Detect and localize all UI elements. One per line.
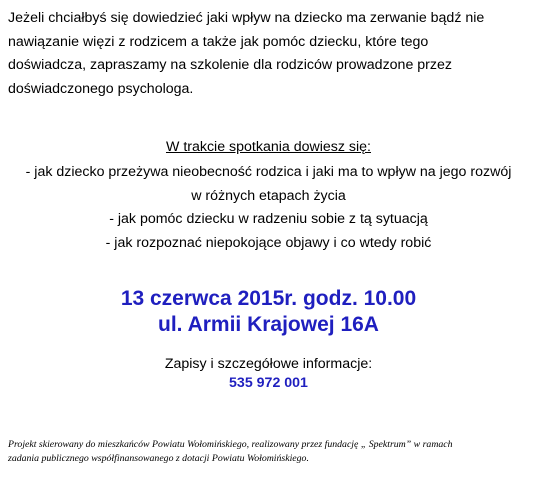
- topic-item: - jak rozpoznać niepokojące objawy i co wtedy robić: [105, 234, 432, 251]
- event-date-time: 13 czerwca 2015r. godz. 10.00: [120, 287, 417, 310]
- contact-block: [0, 355, 537, 393]
- intro-line: nawiązanie więzi z rodzicem a także jak pomóc dziecku, które tego: [8, 33, 429, 50]
- intro-paragraph: [8, 7, 530, 101]
- meeting-heading: W trakcie spotkania dowiesz się:: [165, 139, 371, 155]
- footer-note: [8, 438, 532, 465]
- topic-item: - jak pomóc dziecku w radzeniu sobie z tą sytuacją: [109, 211, 428, 227]
- event-details: [0, 286, 537, 338]
- footer-line: zadania publicznego współfinansowanego z dotacji Powiatu Wołomińskiego.: [8, 452, 309, 464]
- contact-label: Zapisy i szczegółowe informacje:: [164, 356, 373, 372]
- intro-line: doświadcza, zapraszamy na szkolenie dla rodziców prowadzone przez: [8, 57, 452, 73]
- topic-item: w różnych etapach życia: [191, 187, 346, 204]
- contact-phone: 535 972 001: [229, 375, 308, 391]
- intro-line: doświadczonego psychologa.: [8, 80, 194, 97]
- meeting-topics-list: [0, 161, 537, 255]
- event-address: ul. Armii Krajowej 16A: [158, 313, 379, 336]
- intro-line: Jeżeli chciałbyś się dowiedzieć jaki wpływ na dziecko ma zerwanie bądź nie: [8, 10, 485, 26]
- topic-item: - jak dziecko przeżywa nieobecność rodzica i jaki ma to wpływ na jego rozwój: [25, 164, 512, 180]
- footer-line: Projekt skierowany do mieszkańców Powiatu Wołomińskiego, realizowany przez fundację „ Spektrum” w ramach: [8, 439, 453, 450]
